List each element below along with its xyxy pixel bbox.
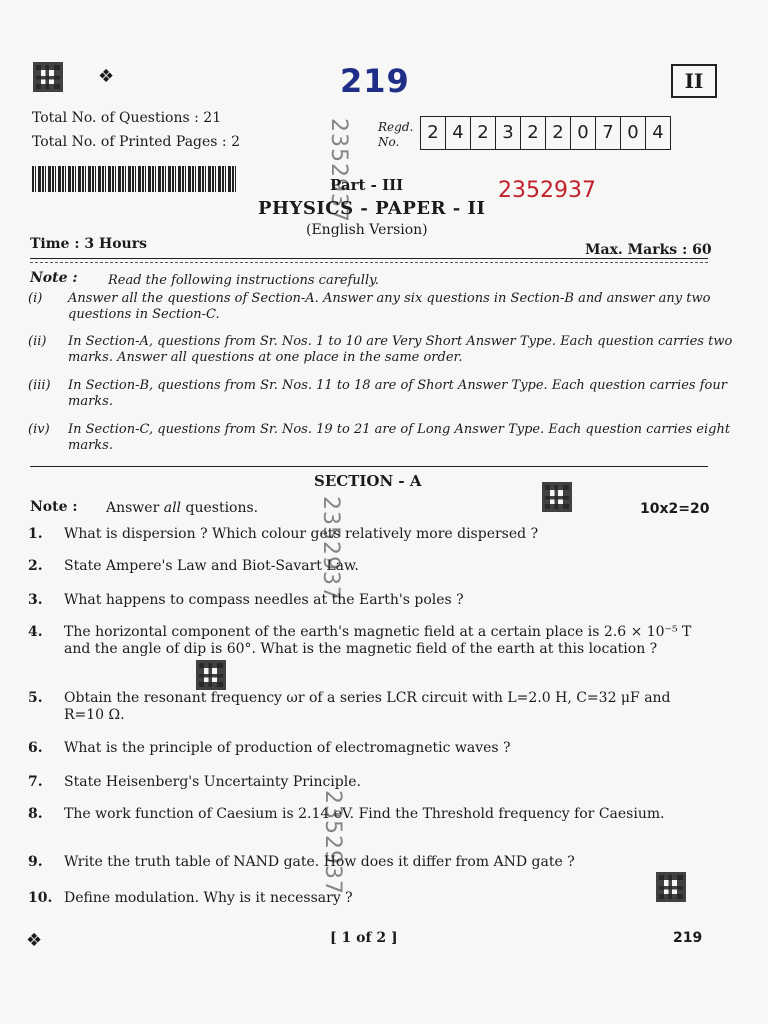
regd-digit: 2 [471,117,496,149]
regd-number-boxes [420,116,671,150]
vertical-stamp-number: 2352937 [326,118,351,223]
regd-digit: 0 [571,117,596,149]
vertical-stamp-number: 2352937 [320,790,345,895]
qr-code-icon [196,660,226,690]
part-label: Part - III [330,176,404,194]
section-note-label: Note : [30,499,78,515]
divider [30,466,708,467]
section-note-text: Answer all questions. [106,500,259,516]
note-label: Note : [30,270,78,286]
diamond-ornament-icon: ❖ [26,930,43,951]
regd-digit: 2 [421,117,446,149]
regd-digit: 2 [521,117,546,149]
time-label: Time : 3 Hours [30,236,147,252]
divider-dashed [30,262,708,263]
subject-title: PHYSICS - PAPER - II [258,198,486,219]
divider [30,258,708,259]
diamond-ornament-icon: ❖ [98,66,115,87]
barcode-icon [32,166,238,192]
vertical-stamp-number: 2352937 [318,496,343,601]
regd-label: Regd. No. [378,120,414,149]
regd-digit: 4 [446,117,471,149]
paper-roman-box: II [671,64,717,98]
version-label: (English Version) [306,222,428,238]
regd-digit: 7 [596,117,621,149]
regd-digit: 0 [621,117,646,149]
note-intro: Read the following instructions carefully. [108,273,379,288]
regd-digit: 3 [496,117,521,149]
total-questions: Total No. of Questions : 21 [32,110,222,126]
section-marks: 10x2=20 [640,501,710,517]
max-marks-label: Max. Marks : 60 [585,242,712,258]
qr-code-icon [542,482,572,512]
page-number: [ 1 of 2 ] [330,930,398,946]
section-a-title: SECTION - A [314,472,422,490]
footer-paper-code: 219 [673,930,703,946]
regd-digit: 4 [652,122,664,143]
total-printed-pages: Total No. of Printed Pages : 2 [32,134,240,150]
serial-number-red: 2352937 [498,178,596,203]
regd-digit: 2 [546,117,571,149]
qr-code-icon [33,62,63,92]
paper-code: 219 [340,62,410,100]
